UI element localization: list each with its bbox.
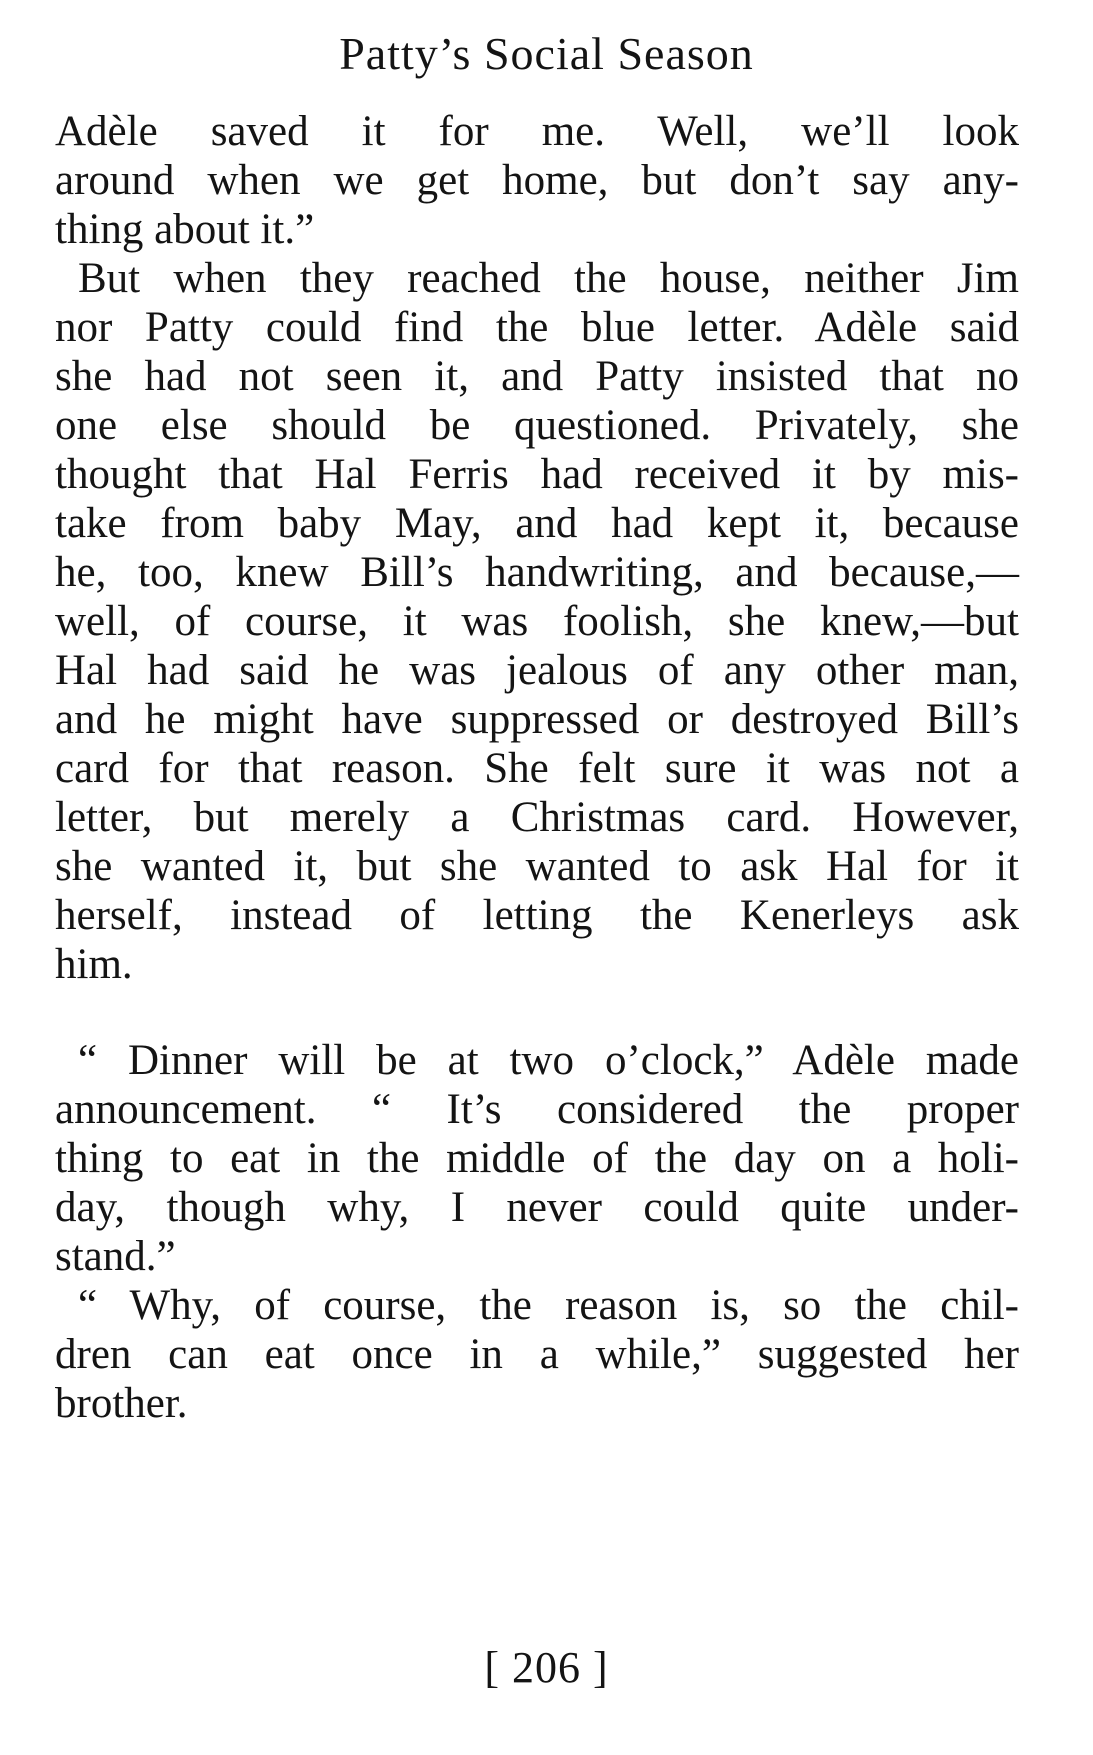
running-head: Patty’s Social Season xyxy=(339,28,754,79)
text-line: brother. xyxy=(55,1380,188,1427)
page-number: [ 206 ] xyxy=(484,1643,609,1692)
text-line: “ Why, of course, the reason is, so the chil- xyxy=(78,1282,1019,1329)
text-line: take from baby May, and had kept it, because xyxy=(55,500,1019,547)
text-line: Hal had said he was jealous of any other man, xyxy=(55,647,1019,694)
text-line: Adèle saved it for me. Well, we’ll look xyxy=(55,108,1019,155)
text-line: well, of course, it was foolish, she knew,—but xyxy=(55,598,1019,645)
text-line: nor Patty could find the blue letter. Adèle said xyxy=(55,304,1019,351)
text-line: card for that reason. She felt sure it was not a xyxy=(55,745,1019,792)
text-line: thought that Hal Ferris had received it by mis- xyxy=(55,451,1019,498)
text-line: dren can eat once in a while,” suggested her xyxy=(55,1331,1019,1378)
text-line: around when we get home, but don’t say any- xyxy=(55,157,1019,204)
text-line: stand.” xyxy=(55,1233,176,1280)
text-line: day, though why, I never could quite under- xyxy=(55,1184,1019,1231)
text-line: he, too, knew Bill’s handwriting, and because,— xyxy=(55,549,1019,596)
text-line: letter, but merely a Christmas card. However, xyxy=(55,794,1019,841)
text-line: one else should be questioned. Privately, she xyxy=(55,402,1019,449)
text-line: him. xyxy=(55,941,133,988)
text-line: thing to eat in the middle of the day on a holi- xyxy=(55,1135,1019,1182)
text-line: and he might have suppressed or destroyed Bill’s xyxy=(55,696,1019,743)
text-line: she wanted it, but she wanted to ask Hal for it xyxy=(55,843,1019,890)
text-line: herself, instead of letting the Kenerleys ask xyxy=(55,892,1019,939)
text-line: “ Dinner will be at two o’clock,” Adèle made xyxy=(78,1037,1019,1084)
text-line: announcement. “ It’s considered the proper xyxy=(55,1086,1019,1133)
text-line: she had not seen it, and Patty insisted that no xyxy=(55,353,1019,400)
text-line: thing about it.” xyxy=(55,206,315,253)
text-line: But when they reached the house, neither Jim xyxy=(78,255,1019,302)
